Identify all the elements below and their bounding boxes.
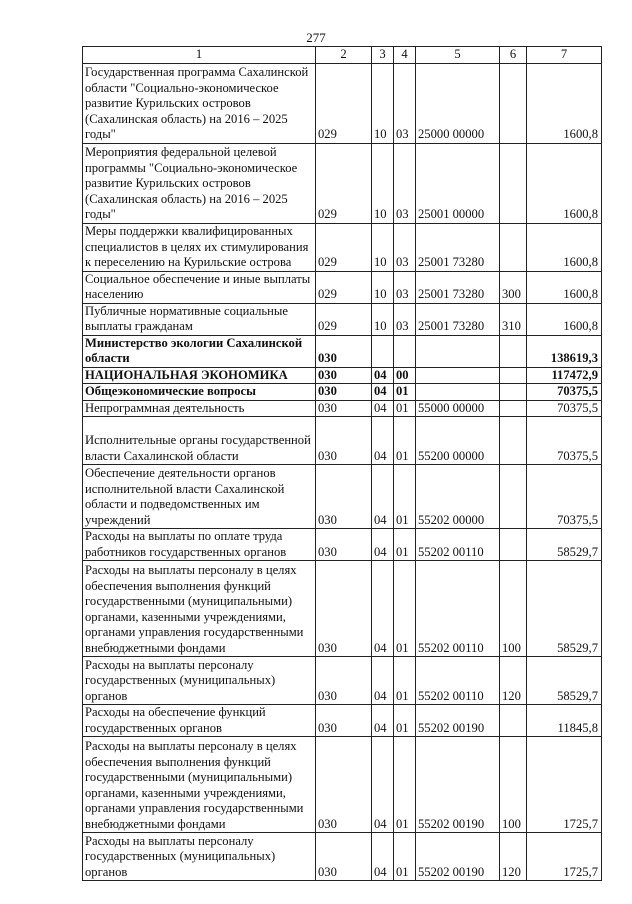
row-amount-cell: 11845,8 bbox=[527, 705, 602, 737]
row-code-2-cell: 029 bbox=[316, 143, 372, 223]
row-code-2-cell: 030 bbox=[316, 529, 372, 561]
table-row bbox=[83, 657, 602, 705]
row-amount-cell: 1725,7 bbox=[527, 833, 602, 881]
row-name-cell: НАЦИОНАЛЬНАЯ ЭКОНОМИКА bbox=[83, 367, 316, 384]
row-code-2-cell: 030 bbox=[316, 561, 372, 657]
row-amount-cell: 70375,5 bbox=[527, 465, 602, 529]
row-code-4-cell: 03 bbox=[394, 303, 416, 335]
row-code-4-cell: 03 bbox=[394, 63, 416, 143]
row-code-3-cell: 04 bbox=[372, 561, 394, 657]
col-header-4: 4 bbox=[394, 47, 416, 64]
table-row bbox=[83, 417, 602, 465]
row-code-6-cell: 120 bbox=[500, 657, 527, 705]
table-row bbox=[83, 529, 602, 561]
table-row bbox=[83, 400, 602, 417]
table-row bbox=[83, 561, 602, 657]
budget-table bbox=[82, 46, 602, 881]
row-code-6-cell bbox=[500, 335, 527, 367]
row-code-2-cell: 030 bbox=[316, 335, 372, 367]
row-code-2-cell: 030 bbox=[316, 367, 372, 384]
row-code-5-cell: 25001 73280 bbox=[416, 223, 500, 271]
row-code-6-cell bbox=[500, 400, 527, 417]
row-code-6-cell bbox=[500, 223, 527, 271]
row-amount-cell: 1600,8 bbox=[527, 63, 602, 143]
row-code-6-cell bbox=[500, 529, 527, 561]
row-name-cell: Расходы на выплаты персоналу государственных (муниципальных) органов bbox=[83, 657, 316, 705]
row-code-4-cell: 01 bbox=[394, 417, 416, 465]
row-code-4-cell: 01 bbox=[394, 657, 416, 705]
row-code-5-cell: 55202 00110 bbox=[416, 529, 500, 561]
page-number: 277 bbox=[306, 30, 326, 45]
row-code-6-cell: 120 bbox=[500, 833, 527, 881]
row-code-4-cell: 03 bbox=[394, 223, 416, 271]
row-code-3-cell: 04 bbox=[372, 833, 394, 881]
row-amount-cell: 70375,5 bbox=[527, 384, 602, 401]
row-code-3-cell: 04 bbox=[372, 417, 394, 465]
col-header-1: 1 bbox=[83, 47, 316, 64]
row-code-2-cell: 029 bbox=[316, 271, 372, 303]
col-header-5: 5 bbox=[416, 47, 500, 64]
row-code-3-cell: 04 bbox=[372, 384, 394, 401]
row-code-3-cell: 10 bbox=[372, 63, 394, 143]
row-amount-cell: 70375,5 bbox=[527, 400, 602, 417]
row-amount-cell: 1725,7 bbox=[527, 737, 602, 833]
row-code-2-cell: 029 bbox=[316, 63, 372, 143]
row-name-cell: Расходы на выплаты персоналу государственных (муниципальных) органов bbox=[83, 833, 316, 881]
row-name-cell: Исполнительные органы государственной власти Сахалинской области bbox=[83, 417, 316, 465]
row-code-6-cell: 300 bbox=[500, 271, 527, 303]
row-name-cell: Непрограммная деятельность bbox=[83, 400, 316, 417]
row-code-4-cell: 01 bbox=[394, 384, 416, 401]
col-header-7: 7 bbox=[527, 47, 602, 64]
table-row bbox=[83, 384, 602, 401]
row-code-6-cell: 100 bbox=[500, 737, 527, 833]
row-code-3-cell: 04 bbox=[372, 657, 394, 705]
row-code-5-cell: 55202 00000 bbox=[416, 465, 500, 529]
col-header-3: 3 bbox=[372, 47, 394, 64]
row-amount-cell: 70375,5 bbox=[527, 417, 602, 465]
row-code-2-cell: 030 bbox=[316, 705, 372, 737]
col-header-6: 6 bbox=[500, 47, 527, 64]
row-amount-cell: 1600,8 bbox=[527, 303, 602, 335]
row-code-6-cell bbox=[500, 384, 527, 401]
row-name-cell: Расходы на выплаты персоналу в целях обеспечения выполнения функций государственными (муниципальными) органами, казенными учреждениями, органами управления государственными внебюджетными фондами bbox=[83, 561, 316, 657]
row-code-6-cell bbox=[500, 465, 527, 529]
header-row bbox=[83, 47, 602, 64]
row-amount-cell: 58529,7 bbox=[527, 561, 602, 657]
row-code-6-cell: 310 bbox=[500, 303, 527, 335]
row-amount-cell: 117472,9 bbox=[527, 367, 602, 384]
row-name-cell: Общеэкономические вопросы bbox=[83, 384, 316, 401]
row-amount-cell: 1600,8 bbox=[527, 143, 602, 223]
row-code-3-cell: 10 bbox=[372, 303, 394, 335]
row-code-4-cell bbox=[394, 335, 416, 367]
row-code-3-cell: 04 bbox=[372, 465, 394, 529]
row-code-5-cell bbox=[416, 367, 500, 384]
row-code-5-cell: 55202 00190 bbox=[416, 737, 500, 833]
row-amount-cell: 58529,7 bbox=[527, 529, 602, 561]
row-code-4-cell: 03 bbox=[394, 271, 416, 303]
row-code-3-cell: 10 bbox=[372, 143, 394, 223]
row-name-cell: Мероприятия федеральной целевой программы "Социально-экономическое развитие Курильских островов (Сахалинская область) на 2016 – 2025 годы" bbox=[83, 143, 316, 223]
row-amount-cell: 1600,8 bbox=[527, 223, 602, 271]
col-header-2: 2 bbox=[316, 47, 372, 64]
row-name-cell: Расходы на выплаты по оплате труда работников государственных органов bbox=[83, 529, 316, 561]
row-code-2-cell: 030 bbox=[316, 384, 372, 401]
row-code-6-cell bbox=[500, 63, 527, 143]
row-code-2-cell: 030 bbox=[316, 417, 372, 465]
row-code-4-cell: 01 bbox=[394, 465, 416, 529]
row-name-cell: Государственная программа Сахалинской области "Социально-экономическое развитие Курильских островов (Сахалинская область) на 2016 – 2025 годы" bbox=[83, 63, 316, 143]
row-code-5-cell: 25001 00000 bbox=[416, 143, 500, 223]
row-name-cell: Расходы на обеспечение функций государственных органов bbox=[83, 705, 316, 737]
row-code-2-cell: 029 bbox=[316, 303, 372, 335]
row-code-5-cell: 25001 73280 bbox=[416, 303, 500, 335]
row-code-3-cell: 04 bbox=[372, 705, 394, 737]
table-row bbox=[83, 705, 602, 737]
row-name-cell: Публичные нормативные социальные выплаты гражданам bbox=[83, 303, 316, 335]
table-row bbox=[83, 465, 602, 529]
row-code-3-cell bbox=[372, 335, 394, 367]
row-code-3-cell: 04 bbox=[372, 737, 394, 833]
row-code-6-cell bbox=[500, 705, 527, 737]
table-row bbox=[83, 143, 602, 223]
row-code-5-cell: 55202 00190 bbox=[416, 705, 500, 737]
row-code-5-cell: 25000 00000 bbox=[416, 63, 500, 143]
row-code-4-cell: 01 bbox=[394, 833, 416, 881]
row-code-5-cell: 55200 00000 bbox=[416, 417, 500, 465]
row-code-5-cell: 55202 00110 bbox=[416, 657, 500, 705]
table-row bbox=[83, 833, 602, 881]
row-name-cell: Обеспечение деятельности органов исполнительной власти Сахалинской области и подведомственных им учреждений bbox=[83, 465, 316, 529]
row-code-4-cell: 00 bbox=[394, 367, 416, 384]
row-code-4-cell: 01 bbox=[394, 400, 416, 417]
table-row bbox=[83, 737, 602, 833]
row-code-5-cell: 55202 00110 bbox=[416, 561, 500, 657]
row-amount-cell: 1600,8 bbox=[527, 271, 602, 303]
table-row bbox=[83, 335, 602, 367]
row-code-4-cell: 03 bbox=[394, 143, 416, 223]
row-code-4-cell: 01 bbox=[394, 705, 416, 737]
row-code-5-cell: 55000 00000 bbox=[416, 400, 500, 417]
row-code-5-cell bbox=[416, 335, 500, 367]
row-code-4-cell: 01 bbox=[394, 561, 416, 657]
row-code-6-cell bbox=[500, 367, 527, 384]
row-code-5-cell: 55202 00190 bbox=[416, 833, 500, 881]
row-code-2-cell: 030 bbox=[316, 465, 372, 529]
row-code-6-cell bbox=[500, 143, 527, 223]
row-code-2-cell: 030 bbox=[316, 833, 372, 881]
row-code-3-cell: 04 bbox=[372, 529, 394, 561]
row-code-5-cell bbox=[416, 384, 500, 401]
row-code-2-cell: 030 bbox=[316, 400, 372, 417]
row-name-cell: Расходы на выплаты персоналу в целях обеспечения выполнения функций государственными (муниципальными) органами, казенными учреждениями, органами управления государственными внебюджетными фондами bbox=[83, 737, 316, 833]
row-code-2-cell: 029 bbox=[316, 223, 372, 271]
row-amount-cell: 58529,7 bbox=[527, 657, 602, 705]
row-code-2-cell: 030 bbox=[316, 737, 372, 833]
table-row bbox=[83, 63, 602, 143]
row-code-6-cell bbox=[500, 417, 527, 465]
row-code-3-cell: 04 bbox=[372, 400, 394, 417]
row-code-3-cell: 10 bbox=[372, 271, 394, 303]
row-code-6-cell: 100 bbox=[500, 561, 527, 657]
row-code-4-cell: 01 bbox=[394, 529, 416, 561]
table-row bbox=[83, 271, 602, 303]
row-amount-cell: 138619,3 bbox=[527, 335, 602, 367]
row-code-4-cell: 01 bbox=[394, 737, 416, 833]
row-name-cell: Социальное обеспечение и иные выплаты населению bbox=[83, 271, 316, 303]
table-row bbox=[83, 223, 602, 271]
row-code-2-cell: 030 bbox=[316, 657, 372, 705]
table-row bbox=[83, 367, 602, 384]
table-row bbox=[83, 303, 602, 335]
row-code-3-cell: 10 bbox=[372, 223, 394, 271]
row-code-3-cell: 04 bbox=[372, 367, 394, 384]
row-name-cell: Меры поддержки квалифицированных специалистов в целях их стимулирования к переселению на Курильские острова bbox=[83, 223, 316, 271]
row-code-5-cell: 25001 73280 bbox=[416, 271, 500, 303]
row-name-cell: Министерство экологии Сахалинской области bbox=[83, 335, 316, 367]
